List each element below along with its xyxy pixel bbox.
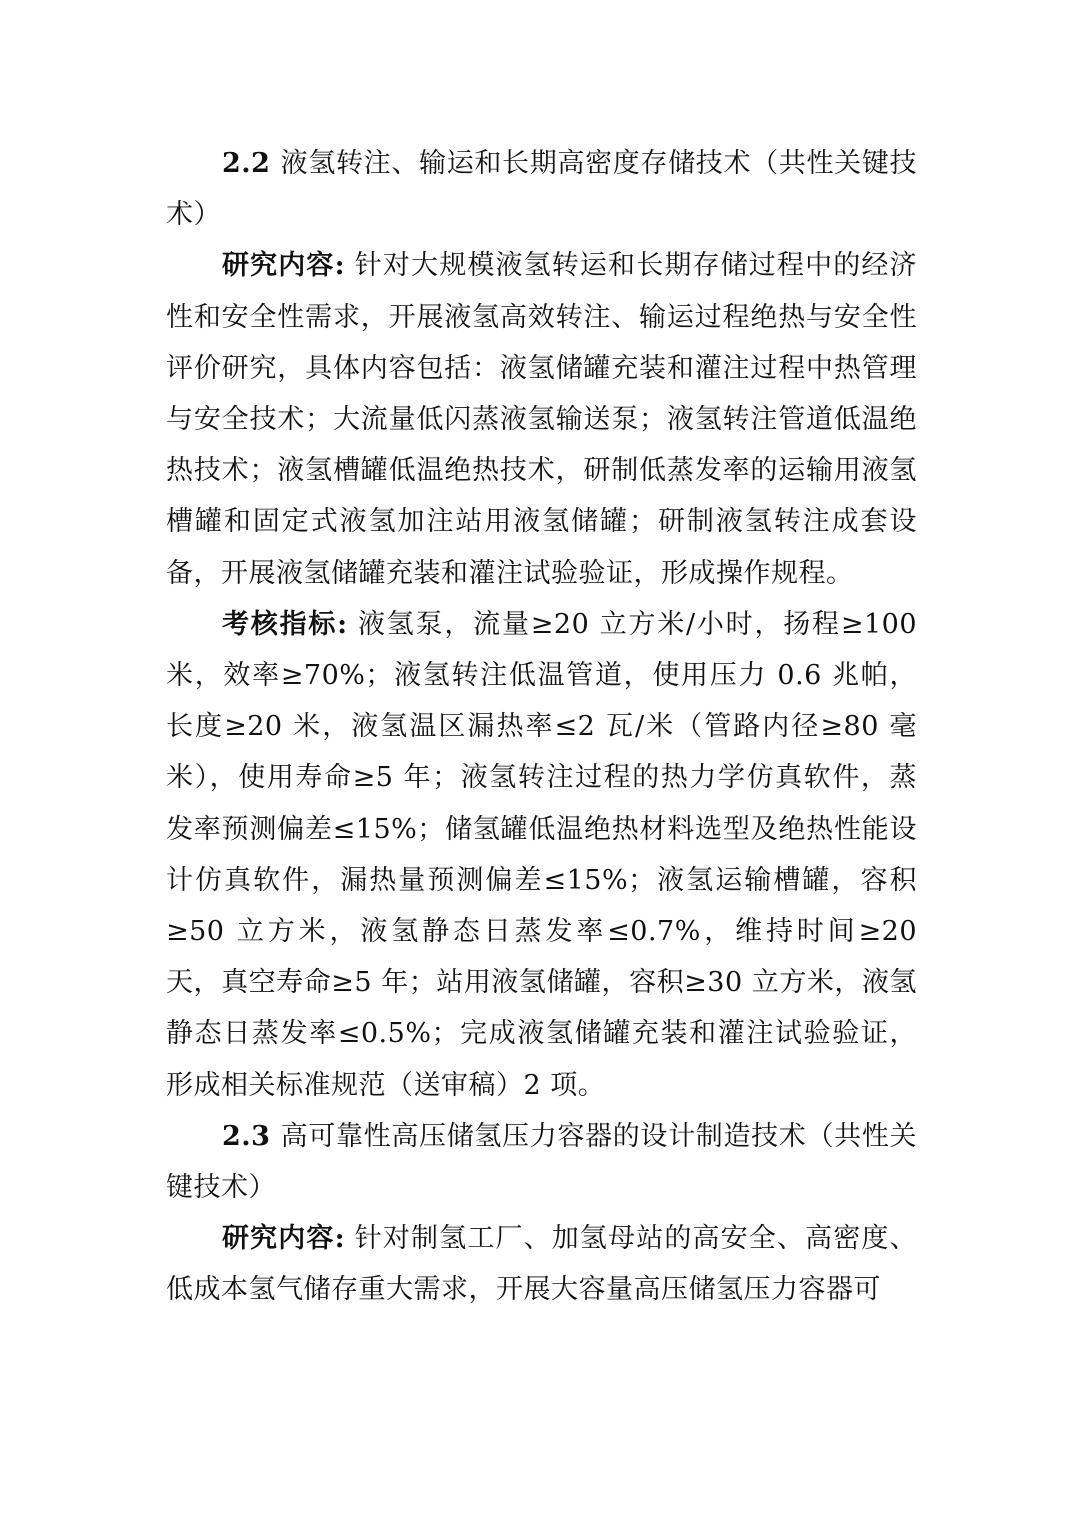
- section-number: 2.3: [222, 1120, 271, 1152]
- section-number: 2.2: [222, 148, 271, 179]
- section-heading: [166, 138, 917, 240]
- assessment-label: 考核指标:: [222, 608, 348, 640]
- research-paragraph: [166, 240, 917, 598]
- section-title: 液氢转注、输运和长期高密度存储技术（共性关键技术）: [166, 148, 917, 231]
- section-title: 高可靠性高压储氢压力容器的设计制造技术（共性关键技术）: [166, 1120, 917, 1204]
- assessment-text: 液氢泵，流量≥20 立方米/小时，扬程≥100 米，效率≥70%；液氢转注低温管道，使用压力 0.6 兆帕，长度≥20 米，液氢温区漏热率≤2 瓦/米（管路内径≥80 毫米），使用寿命≥5 年；液氢转注过程的热力学仿真软件，蒸发率预测偏差≤15%；储氢罐低温绝热材料选型及绝热性能设计仿真软件，漏热量预测偏差≤15%；液氢运输槽罐，容积≥50 立方米，液氢静态日蒸发率≤0.7%，维持时间≥20 天，真空寿命≥5 年；站用液氢储罐，容积≥30 立方米，液氢静态日蒸发率≤0.5%；完成液氢储罐充装和灌注试验验证，形成相关标准规范（送审稿）2 项。: [166, 608, 917, 1101]
- research-label: 研究内容:: [222, 1223, 346, 1255]
- assessment-paragraph: [166, 599, 917, 1111]
- research-label: 研究内容:: [222, 250, 346, 282]
- research-paragraph: [166, 1213, 917, 1315]
- research-text: 针对大规模液氢转运和长期存储过程中的经济性和安全性需求，开展液氢高效转注、输运过程绝热与安全性评价研究，具体内容包括：液氢储罐充装和灌注过程中热管理与安全技术；大流量低闪蒸液氢输送泵；液氢转注管道低温绝热技术；液氢槽罐低温绝热技术，研制低蒸发率的运输用液氢槽罐和固定式液氢加注站用液氢储罐；研制液氢转注成套设备，开展液氢储罐充装和灌注试验验证，形成操作规程。: [166, 250, 917, 589]
- research-text: 针对制氢工厂、加氢母站的高安全、高密度、低成本氢气储存重大需求，开展大容量高压储氢压力容器可: [166, 1223, 917, 1306]
- section-heading: [166, 1111, 917, 1213]
